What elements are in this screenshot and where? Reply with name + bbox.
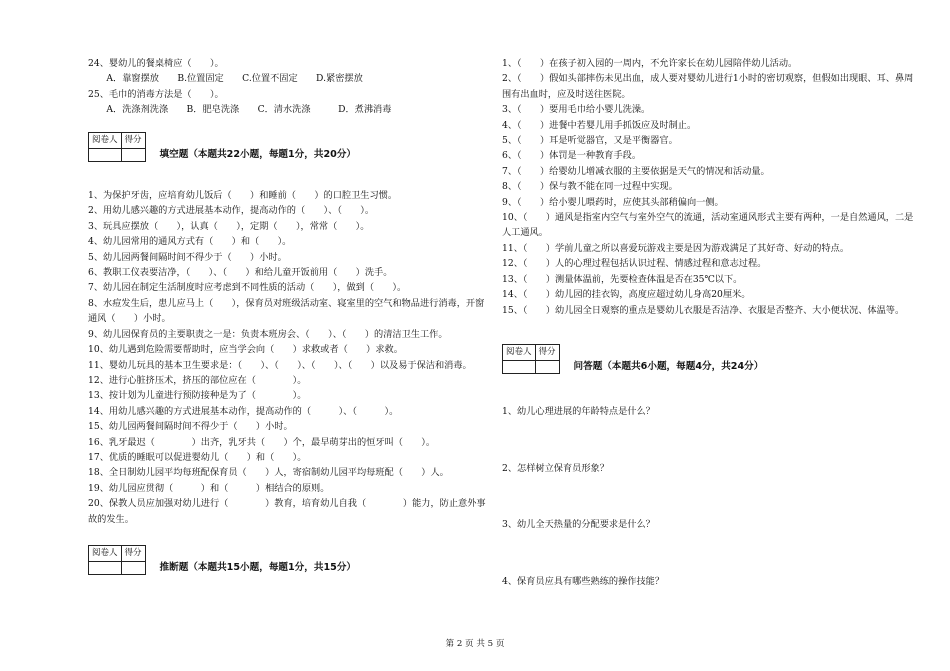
page-footer: 第 2 页 共 5 页	[445, 639, 505, 649]
judge-item: 4、（ ）进餐中若婴儿用手抓饭应及时制止。	[502, 119, 697, 131]
fill-item: 14、用幼儿感兴趣的方式进展基本动作，提高动作的（ ）、（ ）。	[88, 405, 399, 417]
grader-label: 阅卷人	[89, 545, 122, 561]
judge-item: 9、（ ）给小婴儿喂药时，应使其头部稍偏向一侧。	[502, 196, 724, 208]
judge-item: 3、（ ）要用毛巾给小婴儿洗澡。	[502, 104, 651, 116]
fill-item: 4、幼儿园常用的通风方式有（ ）和（ ）。	[88, 236, 292, 248]
grader-cell	[89, 149, 122, 162]
fill-item: 2、用幼儿感兴趣的方式进展基本动作，提高动作的（ ）、（ ）。	[88, 205, 375, 217]
fill-item: 16、乳牙最迟（ ）出齐，乳牙共（ ）个，最早萌芽出的恒牙叫（ ）。	[88, 436, 436, 448]
section-title: 推断题（本题共15小题，每题1分，共15分）	[159, 561, 357, 573]
right-column	[502, 56, 914, 589]
judge-item: 8、（ ）保与教不能在同一过程中实现。	[502, 181, 678, 193]
mc-options: A．靠窗摆放 B.位置固定 C.位置不固定 D.紧密摆放	[88, 73, 363, 85]
grader-label: 阅卷人	[503, 344, 536, 360]
fill-item: 3、玩具应摆放（ ），认真（ ），定期（ ），常常（ ）。	[88, 220, 370, 232]
score-box	[88, 545, 146, 575]
mc-options: A．洗涤剂洗涤 B．肥皂洗涤 C．清水洗涤 D．煮沸消毒	[88, 104, 392, 116]
judge-item: 2、（ ）假如头部摔伤未见出血，成人要对婴幼儿进行1小时的密切观察，但假如出现眼、耳、鼻周围有出血时，应及时送往医院。	[502, 73, 914, 100]
score-cell	[535, 361, 559, 374]
fill-item: 9、幼儿园保育员的主要职责之一是：负责本班房会、（ ）、（ ）的清洁卫生工作。	[88, 328, 448, 340]
left-column	[88, 56, 486, 579]
judge-item: 13、（ ）测量体温前，先要检查体温是否在35℃以下。	[502, 273, 743, 285]
qa-item: 4、保育员应具有哪些熟练的操作技能？	[502, 575, 665, 587]
score-box	[88, 132, 146, 162]
grader-cell	[89, 562, 122, 575]
judge-item: 5、（ ）耳是听觉器官，又是平衡器官。	[502, 135, 678, 147]
fill-item: 6、教职工仪表要洁净，（ ）、（ ）和给儿童开饭前用（ ）洗手。	[88, 267, 393, 279]
fill-item: 5、幼儿园两餐间隔时间不得少于（ ）小时。	[88, 251, 287, 263]
judge-item: 7、（ ）给婴幼儿增减衣服的主要依据是天气的情况和活动量。	[502, 165, 770, 177]
fill-item: 15、幼儿园两餐间隔时间不得少于（ ）小时。	[88, 421, 293, 433]
judge-section-header	[88, 545, 486, 575]
fill-item: 8、水痘发生后，患儿应马上（ ），保育员对班级活动室、寝室里的空气和物品进行消毒，开窗通风（ ）小时。	[88, 297, 485, 325]
fill-item: 7、幼儿园在制定生活制度时应考虑到不同性质的活动（ ），做到（ ）。	[88, 282, 407, 294]
grader-label: 阅卷人	[89, 132, 122, 148]
mc-line: 25、毛巾的消毒方法是（ ）。	[88, 88, 224, 100]
grader-cell	[503, 361, 536, 374]
fill-item: 10、幼儿遇到危险需要帮助时，应当学会向（ ）求救或者（ ）求救。	[88, 344, 403, 356]
qa-item: 3、幼儿全天热量的分配要求是什么？	[502, 519, 655, 531]
judge-item: 15、（ ）幼儿园全日观察的重点是婴幼儿衣服是否洁净、衣服是否整齐、大小便状况、体温等。	[502, 304, 905, 316]
qa-section-header	[502, 344, 914, 374]
fill-item: 12、进行心脏挤压术，挤压的部位应在（ ）。	[88, 374, 307, 386]
fill-item: 13、按计划为儿童进行预防接种是为了（ ）。	[88, 390, 307, 402]
qa-item: 1、幼儿心理进展的年龄特点是什么？	[502, 406, 655, 418]
section-title: 问答题（本题共6小题，每题4分，共24分）	[573, 360, 764, 372]
fill-item: 11、婴幼儿玩具的基本卫生要求是：（ ）、（ ）、（ ）、（ ）以及易于保洁和消毒。	[88, 359, 472, 371]
fill-item: 1、为保护牙齿，应培育幼儿饭后（ ）和睡前（ ）的口腔卫生习惯。	[88, 190, 398, 202]
mc-line: 24、婴幼儿的餐桌椅应（ ）。	[88, 58, 224, 69]
fill-item: 20、保教人员应加强对幼儿进行（ ）教育，培育幼儿自我（ ）能力，防止意外事故的发生。	[88, 498, 486, 525]
qa-item: 2、怎样树立保育员形象？	[502, 462, 609, 474]
judge-item: 14、（ ）幼儿园的挂衣钩，高度应超过幼儿身高20厘米。	[502, 289, 751, 301]
score-label: 得分	[121, 132, 145, 148]
section-title: 填空题（本题共22小题，每题1分，共20分）	[159, 148, 357, 160]
judge-item: 12、（ ）人的心理过程包括认识过程、情感过程和意志过程。	[502, 258, 767, 270]
score-label: 得分	[121, 545, 145, 561]
score-cell	[121, 149, 145, 162]
fill-item: 17、优质的睡眠可以促进婴幼儿（ ）和（ ）。	[88, 451, 307, 463]
fill-item: 18、全日制幼儿园平均每班配保育员（ ）人，寄宿制幼儿园平均每班配（ ）人。	[88, 467, 449, 479]
score-box	[502, 344, 560, 374]
fill-item: 19、幼儿园应贯彻（ ）和（ ）相结合的原则。	[88, 482, 330, 494]
judge-item: 1、（ ）在孩子初入园的一周内，不允许家长在幼儿园陪伴幼儿活动。	[502, 58, 798, 69]
score-label: 得分	[535, 344, 559, 360]
score-cell	[121, 562, 145, 575]
judge-item: 10、（ ）通风是指室内空气与室外空气的流通，活动室通风形式主要有两种，一是自然通风，二是人工通风。	[502, 212, 914, 239]
judge-item: 11、（ ）学前儿童之所以喜爱玩游戏主要是因为游戏满足了其好奇、好动的特点。	[502, 242, 850, 254]
fill-section-header	[88, 132, 486, 162]
judge-item: 6、（ ）体罚是一种教育手段。	[502, 150, 642, 162]
